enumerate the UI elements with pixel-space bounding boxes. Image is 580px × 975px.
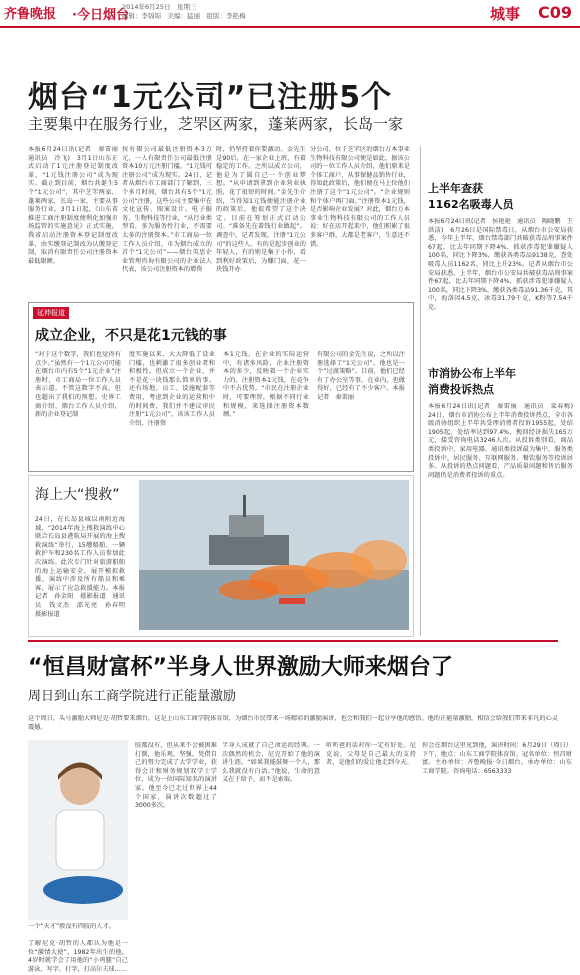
event-col-3: 半身人成就了自己命运的经典。一次偶然的机会，尼克开始了他的演讲生涯。“如果我能鼓舞一个人，那么我就没有白活。”他说，生命的意义在于给予，而不是索取。 <box>222 742 320 784</box>
related-col-2: 度实施以来，大大降低了设业门槛，也刺激了很多创业者和积极性，但成立一个企业，并不是花一块钱那么简单的事。还有场地、员工、设施配套等费用，考虑到企业的运营和中的时间费，我们并不建议审民注册“1元公司”。该该工作人员介绍，注册资 <box>129 351 215 427</box>
event-subheadline: 周日到山东工商学院进行正能量激励 <box>28 689 237 704</box>
lead-col-4: 分公司，位于芝罘区的烟台万本事业生物科技有限公司便是如此，据该公司的一位工作人员介绍，他们原来是个体工商户，从事保健品销售行业，得知此政策后，他们便在马上位他们注册了这个“1元公司”。“企业规则和个体户再门面。”注册资本1元钱，是否影响企业发展？对此，烟台万本事业生物科技有限公司的工作人员说：好在店开起来中，他们积累了很多客户群，大都是老客户，生意还不错。 <box>310 146 410 248</box>
lead-col-2: 按有限公司最低注册资本3万元，一人有限责任公司最低注册资本10万元注册门槛，“1元钱可注册公司”成为现实。24日，记者从烟台市工商部门了解到，三个多月时间，烟台共有5个“1元公司”注册，这些公司主要集中在文化宣传、图案设计、电子服务、生物科技等行业，“从行业类型看，多为服务性行业，不需要太多的注册资本。”市工商局一位工作人员介绍。市为烟台成立的首个“1元公司”——烟台英思企业管理咨询有限公司的企业法人代表，该公司注册资本的增资 <box>122 146 212 274</box>
drug-report <box>428 180 573 368</box>
event-section-rule <box>28 640 558 642</box>
photo-story-title: 海上大“搜救” <box>35 487 120 503</box>
drug-report-body: 本报6月24日讯(记者 侯艳艳 通讯员 陶晓鹏 王洪洁) 6月26日是国际禁毒日，从烟台市公安局获悉，今年上半年，烟台禁毒部门共破获毒品刑事案件67起，比去年同期下降4%，抓获涉毒犯罪嫌疑人100名，同比下降3%，缴获各类毒品9138克，查处吸毒人员1162名，同比上升23%。记者从烟台市公安局获悉，上半年，烟台市公安局共破获毒品刑事案件67起，比去年同期下降4%，抓获涉毒犯罪嫌疑人100名，同比下降3%，缴获各类毒品91.36千克，其中，海洛因4.5克，冰毒31.79千克，K粉等7.54千克。 <box>428 218 573 311</box>
speaker-portrait <box>28 740 128 920</box>
event-intro: 这个周日，头号激励大师尼克·胡哲要来烟台，这是上山东工商学院体育馆，为烟台市民带来一场精彩的激励演讲，也会和我们一起分享他的感悟。他的正能量激励，相信会给我们带来非凡的心灵震撼。 <box>28 715 558 731</box>
page-number: C09 <box>537 3 572 22</box>
consumer-report-title-line2: 消费投诉热点 <box>428 383 494 396</box>
related-story-box <box>28 302 414 472</box>
issue-date: 2014年6月25日 星期三 <box>122 3 197 11</box>
consumer-report <box>428 365 573 633</box>
category-label: 城事 <box>489 5 520 23</box>
consumer-report-body: 本报6月24日讯(记者 秦雷丽 通讯员 栾春梅) 24日，烟台市消协公布上半年消费投诉热点，全市各级消协组织上半年共受理消费者投诉1955起，处结1905起，处结率达到97.4%，挽回经济损失165万元，接受咨询电话3246人次。从投诉类别看，商品类投诉中，家用电器、通讯类投诉最为集中，服务类投诉中，居民服务、互联网服务、餐饮服务等投诉居多。从投诉的热点问题看，产品质量问题和售后服务问题仍是消费者投诉的重点。 <box>428 403 573 479</box>
photo-story <box>28 475 414 637</box>
lead-headline: 烟台“1元公司”已注册5个 <box>28 80 393 115</box>
editors-line: 编辑：李锦锦 美编：猛丽 组版：李艳梅 <box>122 12 246 20</box>
section-name: ·今日烟台 <box>72 8 129 23</box>
consumer-report-title: 市消协公布上半年 <box>428 367 516 380</box>
issue-info <box>122 3 246 21</box>
lead-col-1: 本报6月24日讯(记者 秦雷丽 通讯员 冷飞) 3月1日山东正式启动了1元注册登记制度改革，“1元钱注册公司”成为现实。截止到目前，烟台共诞生5个“1元公司”，其中芝罘两家，蓬莱两家，长岛一家，主要从事服务行业。3月1日起，《山东省推进工商注册制度便利化加强市场监管的实施意见》正式实施，我省启动注册资本登记制度改革，由实缴登记制改为认缴登记制，取消有限责任公司注册资本最低限额。 <box>28 146 118 265</box>
related-tag: 延伸报道 <box>33 307 69 319</box>
event-headline: “恒昌财富杯”半身人世界激励大师来烟台了 <box>28 655 453 680</box>
event-col-1: 了解尼克·胡哲的人都认为他是一位“激情大使”，1982年出生的他，4岁时就学会了用他的“小鸡腿”自己游泳，写字，打字，打高尔夫球…… <box>28 940 128 972</box>
related-col-3: 本1元钱，在企业的实际运营中，有诸多风险，企业注册资本的多少，反映着一个企业实力的，注册资本1元钱，在竞争中不占优势。“市民在注册企业时，可要理智，根据不同行业和规模，来选择注册资本数额。” <box>223 351 309 419</box>
newspaper-logo: 齐鲁晚报 <box>4 7 57 22</box>
event-col-2: 肢都没有，但从来不会被困难打倒，他乐观、坚强，凭借自己的努力完成了大学学业，获得会计和财务规划双学士学位，成为一位国际知名的演讲家。他至今已走过世界上44个国家，演讲次数超过了3000多次。 <box>135 742 217 810</box>
page-header <box>0 0 580 28</box>
event-col-4: 听听爸的话对你一定有好处。尼克说，父母是自己最大的支持者，是他们的爱让他走到今天。 <box>326 742 416 767</box>
lead-subheadline: 主要集中在服务行业，芝罘区两家，蓬莱两家，长岛一家 <box>28 115 404 133</box>
related-col-4: 有限公司的金先生说，之所以注册选择了“1元公司”，他也是一个“过渡策略”。目前，他们已经有了办公室等事，在业内，也做得好，已经有了不少客户。本报记者 秦雷丽 <box>317 351 405 401</box>
drug-report-title-line2: 1162名吸毒人员 <box>428 198 514 211</box>
rescue-drill-photo <box>139 480 409 630</box>
related-headline: 成立企业，不只是花1元钱的事 <box>35 328 227 344</box>
column-divider <box>420 146 421 636</box>
event-col-5: 你会在烟台这里见到他，演讲时间：6月29日（周日）下午，地点：山东工商学院体育馆。冠名单位：恒昌财富。主办单位：齐鲁晚报·今日烟台。承办单位：山东工商学院。咨询电话：6563333 <box>422 742 572 775</box>
related-col-1: “对于这个数字，我们也觉得有点少。”虽然有一个1元公司可能在烟台市内有5个“1元企业”注册时，市工商局一位工作人员表示道，不管这数字不高，但也超出了我们的预想。史界工商介绍，烟台工作人员介绍，新的企业登记制 <box>35 351 121 419</box>
lead-col-3: 时，仍坚持着你要激动。金先生是90后，在一家企业上班，有着稳定的工作。之所以成立公司，他是为了圆自己一个创业梦想。“从申请到拿到企业营业执照，花了很短的时间。”金先生介绍，当得知1元钱便能注册企业的政策后，他很希望了这个决定。目前在筹划正式启动公司。“准备先在着钱行业做起”。调查中，记者发现，注册“1元公司”的这些人，有的是起步创业的年轻人，有的则是集于小作，看到利好政策后，为赚门面，花一块钱开办 <box>216 146 306 274</box>
drug-report-title: 上半年查获 <box>428 182 483 195</box>
photo-story-body: 24日，在长岛县城以南附近海域，“2014年海上搜救演练中心联合长岛县港航局开展的海上搜救演练”举行，15艘船舶、一辆救护车和230名工作人员参加此次演练。此次专门针对旅游船舶的海上运输安全，展开模拟救援，演练中涉及所有船员和乘客，展示了应急救援能力。本报记者 孙金阳 摄影报道 通讯员 钱文杰 邵光亮 孙春明 摄影报道 <box>35 516 125 618</box>
portrait-caption: 一个“天才”般没有四肢的人才。 <box>28 923 115 930</box>
